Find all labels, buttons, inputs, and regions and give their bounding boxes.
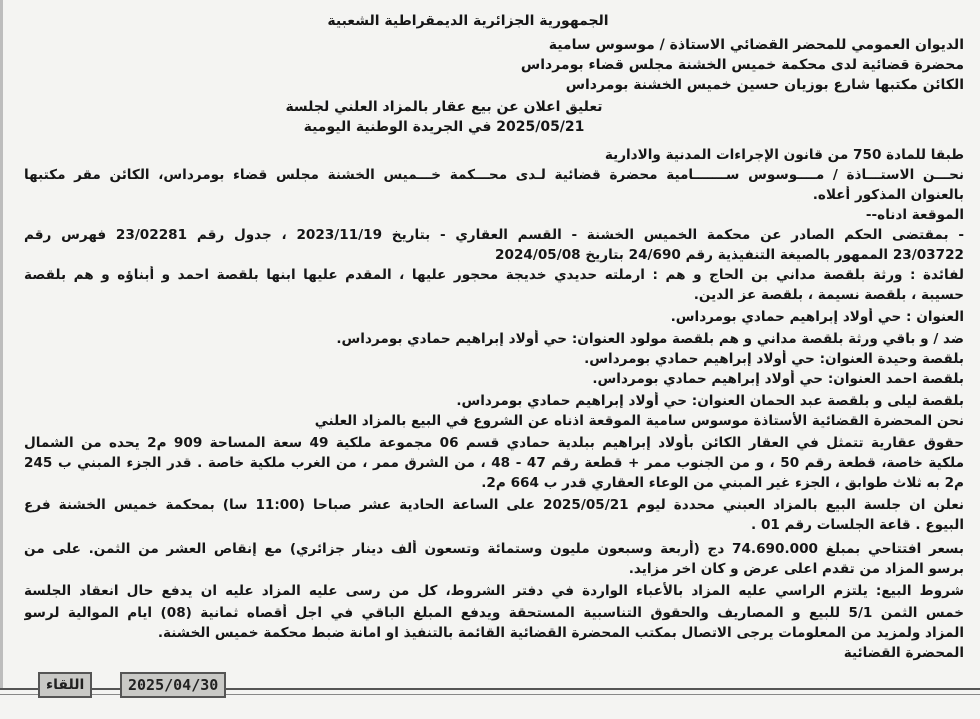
opening-price-cont: برسو المزاد من تقدم اعلى عرض و كان اخر مزايد. [628, 561, 964, 577]
page-edge [0, 0, 3, 690]
address-heading: الكائن مكتبها شارع بوزيان حسين خميس الخشنة بومرداس [565, 77, 964, 93]
judgment-ref: - بمقتضى الحكم الصادر عن محكمة الخميس الخشنة - القسم العقاري - بتاريخ 2023/11/19 ، جدول رقم 23/02281 فهرس رقم [24, 227, 964, 243]
property-bounds: ملكية خاصة، قطعة رقم 50 ، و من الجنوب ممر + قطعة رقم 47 - 48 ، من الشرق ممر ، من الغرب ملكية خاصة . قدر الجزء المبني ب 245 [24, 455, 964, 471]
signature: المحضرة القضائية [843, 645, 964, 661]
court-heading: محضرة قضائية لدى محكمة خميس الخشنة مجلس قضاء بومرداس [520, 57, 964, 73]
signed-below: الموقعة ادناه-- [865, 207, 964, 223]
bailiff-statement-cont: بالعنوان المذكور أعلاه. [812, 187, 964, 203]
beneficiaries-cont: حسيبة ، بلقصة نسيمة ، بلقصة عز الدين. [693, 287, 964, 303]
notice-title-2: 2025/05/21 في الجريدة الوطنية اليومية [303, 119, 585, 135]
property-floors: م2 به ثلاث طوابق ، الجزء غير المبني من الوعاء العقاري قدر ب 664 م2. [481, 475, 964, 491]
date-stamp: 2025/04/30 [120, 672, 226, 698]
bailiff-statement: نحـــن الاستـــاذة / مــــوسوس ســـــــامية محضرة قضائية لـدى محـــكمة خـــميس الخشنة مجلس قضاء بومرداس، الكائن مقر مكتبها [24, 167, 964, 183]
defendant-1: ضد / و باقي ورثة بلقصة مداني و هم بلقصة مولود العنوان: حي أولاد إبراهيم حمادي بومرداس. [336, 331, 964, 347]
opening-price: بسعر افتتاحي بمبلغ 74.690.000 دج (أربعة وسبعون مليون وستمائة وتسعون ألف دينار جزائري) مع إنقاص العشر من الثمن. على من [24, 541, 964, 557]
sale-start: نحن المحضرة القضائية الأستاذة موسوس سامية الموقعة اذناه عن الشروع في البيع بالمزاد العلني [314, 413, 964, 429]
legal-notice [8, 0, 970, 690]
defendant-2: بلقصة وحيدة العنوان: حي أولاد إبراهيم حمادي بومرداس. [584, 351, 964, 367]
sale-terms-3: المزاد ولمزيد من المعلومات يرجى الاتصال بمكتب المحضرة القضائية القائمة بالتنفيذ او امانة ضبط محكمة خميس الخشنة. [157, 625, 964, 641]
legal-basis: طبقا للمادة 750 من قانون الإجراءات المدنية والادارية [604, 147, 964, 163]
beneficiaries: لفائدة : ورثة بلقصة مداني بن الحاج و هم : ارملته حديدي خديجة محجور عليها ، المقدم عليها ابنها بلقصة احمد و أبناؤه و هم بلقصة [24, 267, 964, 283]
sale-terms-2: خمس الثمن 5/1 للبيع و المصاريف والحقوق التناسبية المستحقة ويدفع المبلغ الباقي في اجل أقصاه ثمانية (08) ايام الموالية لرسو [24, 605, 964, 621]
sale-room: البيوع . قاعة الجلسات رقم 01 . [751, 517, 964, 533]
office-heading: الديوان العمومي للمحضر القضائي الاستاذة / موسوس سامية [548, 37, 964, 53]
beneficiaries-address: العنوان : حي أولاد إبراهيم حمادي بومرداس. [670, 309, 964, 325]
notice-title-1: تعليق اعلان عن بيع عقار بالمزاد العلني لجلسة [285, 99, 603, 115]
newspaper-stamp: اللقاء [38, 672, 92, 698]
sale-terms: شروط البيع: يلتزم الراسي عليه المزاد بالأعباء الواردة في دفتر الشروط، كل من رسى عليه المزاد عليه ان يدفع حال انعقاد الجلسة [24, 583, 964, 599]
judgment-ref-cont: 23/03722 الممهور بالصيغة التنفيذية رقم 24/690 بتاريخ 2024/05/08 [495, 247, 964, 263]
property-desc: حقوق عقارية تتمثل في العقار الكائن بأولاد إبراهيم ببلدية حمادي قسم 06 مجموعة ملكية 49 سعة المساحة 909 م2 يحده من الشمال [24, 435, 964, 451]
republic-heading: الجمهورية الجزائرية الديمقراطية الشعبية [327, 13, 609, 29]
defendant-3: بلقصة احمد العنوان: حي أولاد إبراهيم حمادي بومرداس. [592, 371, 964, 387]
defendant-4: بلقصة ليلى و بلقصة عبد الحمان العنوان: حي أولاد إبراهيم حمادي بومرداس. [456, 393, 964, 409]
sale-session: نعلن ان جلسة البيع بالمزاد العبني محددة ليوم 2025/05/21 على الساعة الحادية عشر صباحا (11:00 سا) بمحكمة خميس الخشنة فرع [24, 497, 964, 513]
